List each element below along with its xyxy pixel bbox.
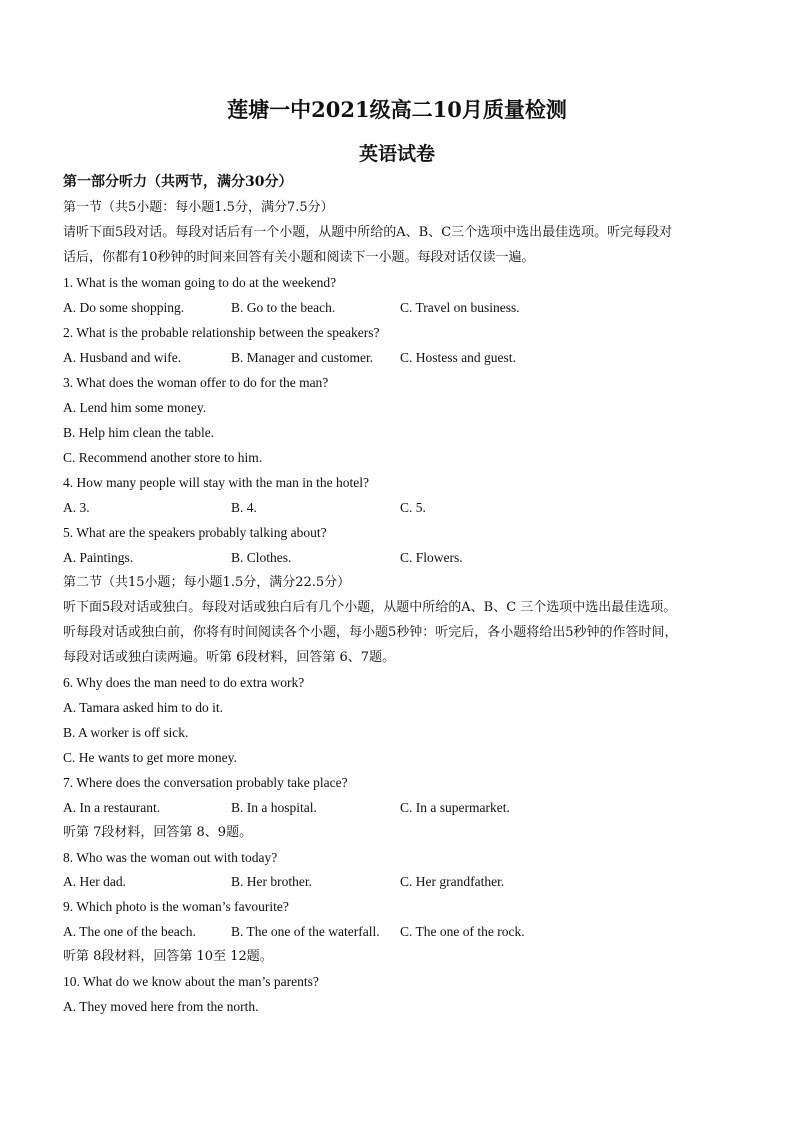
question-1: 1. What is the woman going to do at the weekend? [63,275,337,290]
option-b: B. In a hospital. [231,800,317,815]
option-c: C. Flowers. [400,550,463,565]
option-a: A. The one of the beach. [63,924,196,939]
option-b: B. Manager and customer. [231,350,374,365]
option-c: C. Recommend another store to him. [63,450,263,465]
material-7-instruction: 听第 7段材料，回答第 8、9题。 [63,825,253,840]
option-c: C. The one of the rock. [400,924,525,939]
exam-title: 莲塘一中2021级高二10月质量检测 [227,97,567,122]
option-a: A. Her dad. [63,874,126,889]
option-a: A. Do some shopping. [63,300,185,315]
question-3: 3. What does the woman offer to do for the man? [63,375,329,390]
option-c: C. He wants to get more money. [63,750,237,765]
option-b: B. Go to the beach. [231,300,336,315]
option-a: A. In a restaurant. [63,800,161,815]
option-b: B. A worker is off sick. [63,725,189,740]
section1-instructions: 话后，你都有10秒钟的时间来回答有关小题和阅读下一小题。每段对话仅读一遍。 [63,250,535,265]
option-a: A. Lend him some money. [63,400,207,415]
question-2: 2. What is the probable relationship between the speakers? [63,325,380,340]
option-c: C. 5. [400,500,426,515]
option-a: A. Paintings. [63,550,134,565]
question-6: 6. Why does the man need to do extra work? [63,675,305,690]
section2-instructions: 每段对话或独白读两遍。听第 6段材料，回答第 6、7题。 [63,650,396,665]
option-b: B. Her brother. [231,874,312,889]
section2-instructions: 听下面5段对话或独白。每段对话或独白后有几个小题，从题中所给的A、B、C 三个选项中选出最佳选项。 [63,600,677,615]
option-c: C. Her grandfather. [400,874,505,889]
exam-subtitle: 英语试卷 [358,143,435,165]
section1-heading: 第一节（共5小题：每小题1.5分，满分7.5分） [63,200,334,215]
question-7: 7. Where does the conversation probably take place? [63,775,348,790]
section2-instructions: 听每段对话或独白前，你将有时间阅读各个小题，每小题5秒钟：听完后，各小题将给出5秒钟的作答时间， [63,625,678,640]
option-a: A. Husband and wife. [63,350,182,365]
part1-heading: 第一部分听力（共两节，满分30分） [63,174,293,190]
option-c: C. In a supermarket. [400,800,510,815]
option-b: B. Clothes. [231,550,292,565]
material-8-instruction: 听第 8段材料，回答第 10至 12题。 [63,949,273,964]
option-b: B. The one of the waterfall. [231,924,380,939]
question-4: 4. How many people will stay with the man in the hotel? [63,475,369,490]
section1-instructions: 请听下面5段对话。每段对话后有一个小题，从题中所给的A、B、C三个选项中选出最佳选项。听完每段对 [63,225,673,240]
option-b: B. Help him clean the table. [63,425,215,440]
option-c: C. Hostess and guest. [400,350,516,365]
question-8: 8. Who was the woman out with today? [63,850,278,865]
option-a: A. They moved here from the north. [63,999,259,1014]
option-a: A. Tamara asked him to do it. [63,700,224,715]
option-b: B. 4. [231,500,257,515]
option-a: A. 3. [63,500,90,515]
question-5: 5. What are the speakers probably talking about? [63,525,327,540]
section2-heading: 第二节（共15小题；每小题1.5分，满分22.5分） [63,575,351,590]
question-10: 10. What do we know about the man’s parents? [63,974,319,989]
option-c: C. Travel on business. [400,300,520,315]
question-9: 9. Which photo is the woman’s favourite? [63,899,289,914]
